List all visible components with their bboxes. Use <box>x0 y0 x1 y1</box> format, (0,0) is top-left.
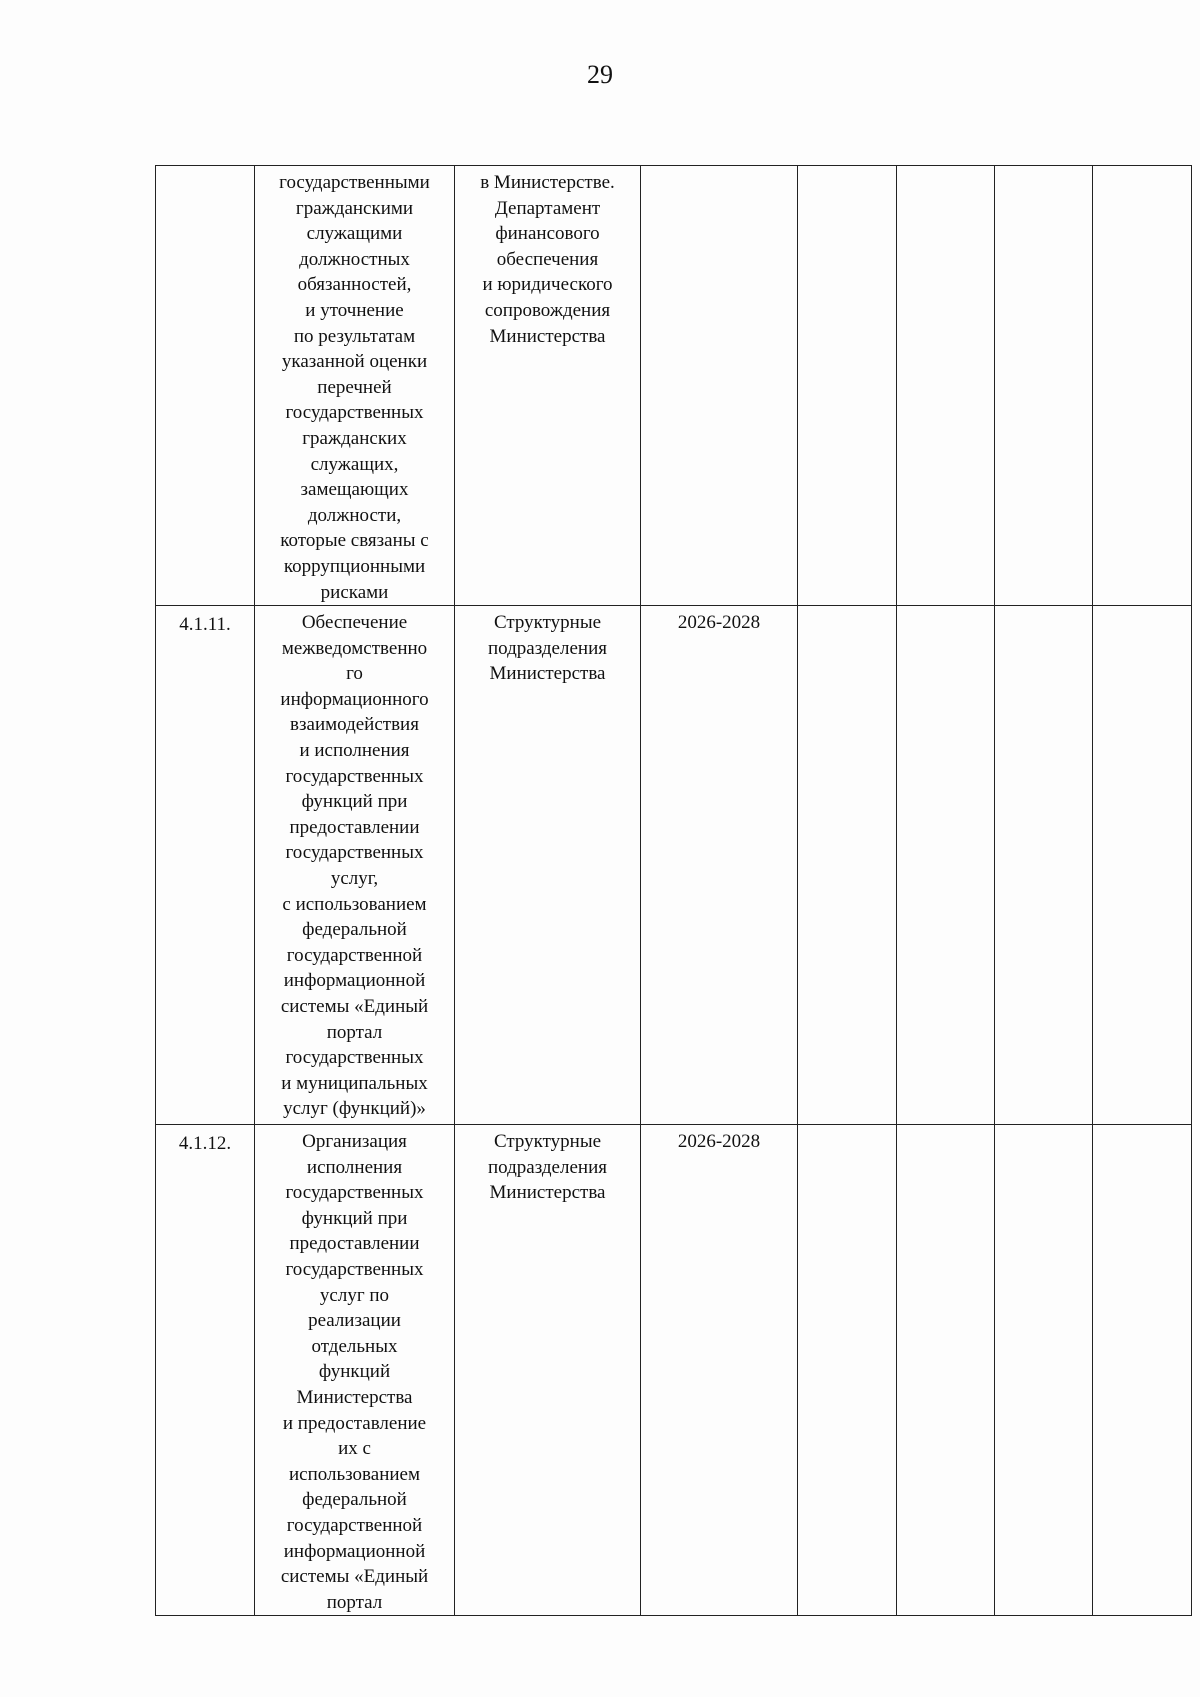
empty-cell <box>995 166 1093 606</box>
empty-cell <box>798 1125 897 1616</box>
measure-description-line: государственных <box>285 842 424 864</box>
table-row <box>156 166 1192 606</box>
responsible-executor-line: подразделения <box>488 637 607 659</box>
responsible-executor-line: и юридического <box>482 274 613 296</box>
measure-description-line: системы «Единый <box>280 996 429 1017</box>
measure-description-line: рисками <box>320 581 389 603</box>
measure-description-line: с использованием <box>282 893 427 915</box>
measure-description-line: системы «Единый <box>280 1566 429 1588</box>
measure-description-line: должностных <box>299 248 410 270</box>
measure-description-line: и исполнения <box>299 740 410 762</box>
measure-description-line: обязанностей, <box>297 274 412 296</box>
empty-cell <box>897 1125 995 1616</box>
responsible-executor-line: сопровождения <box>484 299 611 321</box>
measure-description-line: портал <box>326 1021 383 1043</box>
measure-description-line: предоставлении <box>289 816 420 838</box>
empty-cell <box>798 606 897 1125</box>
responsible-executor-line: Министерства <box>489 325 606 347</box>
measure-description-line: взаимодействия <box>290 714 419 736</box>
responsible-executor-line: Министерства <box>489 1182 606 1204</box>
measure-description-line: информационной <box>283 1540 426 1562</box>
measure-description-line: служащих, <box>310 453 399 475</box>
empty-cell <box>995 606 1093 1125</box>
measure-number: 4.1.12. <box>156 1125 255 1616</box>
execution-period <box>641 166 798 606</box>
measure-description-line: государственной <box>286 944 423 966</box>
measure-description-line: федеральной <box>302 1489 407 1511</box>
measure-description-line: по результатам <box>293 325 416 347</box>
measure-description-line: информационного <box>280 688 429 710</box>
measure-description-line: государственных <box>285 765 424 787</box>
responsible-executor-line: обеспечения <box>496 248 599 270</box>
empty-cell <box>1093 1125 1192 1616</box>
measure-description-line: и предоставление <box>282 1412 427 1434</box>
empty-cell <box>995 1125 1093 1616</box>
measure-description-line: услуг по <box>319 1284 390 1306</box>
responsible-executor-line: Структурные <box>493 1131 602 1153</box>
table-row <box>156 1125 1192 1616</box>
measure-description-line: функций <box>318 1361 391 1383</box>
responsible-executor-line: в Министерстве. <box>480 172 615 193</box>
measure-description-line: государственной <box>286 1515 423 1536</box>
responsible-executor-line: подразделения <box>488 1156 607 1178</box>
measure-description-line: использованием <box>288 1463 420 1485</box>
responsible-executor-line: финансового <box>495 223 600 245</box>
measure-description-line: гражданскими <box>295 197 414 219</box>
measure-description-line: указанной оценки <box>281 351 428 373</box>
measure-description-line: замещающих <box>300 479 409 501</box>
measure-description-line: реализации <box>308 1310 401 1332</box>
measure-description-line: услуг, <box>330 868 379 890</box>
page-number: 29 <box>587 60 613 89</box>
measure-description-line: и уточнение <box>305 299 404 321</box>
measure-description-line: предоставлении <box>289 1233 420 1255</box>
empty-cell <box>798 166 897 606</box>
measure-description-line: Организация <box>302 1131 407 1153</box>
measure-description-line: служащими <box>306 223 403 245</box>
empty-cell <box>1093 166 1192 606</box>
measure-description-line: отдельных <box>311 1335 398 1357</box>
table-row <box>156 606 1192 1125</box>
measure-description-line: федеральной <box>302 919 407 941</box>
measure-description-line: информационной <box>283 970 426 992</box>
responsible-executor <box>455 606 641 1125</box>
measure-description-line: гражданских <box>302 427 407 449</box>
measure-description-line: и муниципальных <box>281 1072 428 1094</box>
measure-description-line: перечней <box>317 376 392 398</box>
measure-description-line: межведомственно <box>281 637 428 659</box>
measure-description <box>255 1125 455 1616</box>
measure-number <box>156 166 255 606</box>
measure-description-line: услуг (функций)» <box>283 1098 426 1120</box>
measure-description-line: их с <box>338 1438 371 1460</box>
measure-description-line: государственных <box>285 1047 424 1069</box>
measure-description <box>255 606 455 1125</box>
measure-description-line: портал <box>326 1591 383 1613</box>
measure-description-line: функций при <box>301 791 408 813</box>
measure-description-line: Обеспечение <box>301 612 408 634</box>
empty-cell <box>1093 606 1192 1125</box>
execution-period: 2026-2028 <box>641 1125 798 1616</box>
execution-period: 2026-2028 <box>641 606 798 1125</box>
empty-cell <box>897 166 995 606</box>
responsible-executor <box>455 1125 641 1616</box>
measure-description-line: государственных <box>285 1182 424 1204</box>
measures-table <box>155 165 1192 1616</box>
responsible-executor-line: Министерства <box>489 663 606 685</box>
responsible-executor-line: Структурные <box>493 612 602 634</box>
measure-description-line: государственных <box>285 1259 424 1281</box>
responsible-executor-line: Департамент <box>494 197 601 219</box>
measure-description-line: государственными <box>279 172 430 193</box>
responsible-executor <box>455 166 641 606</box>
measure-description-line: коррупционными <box>283 555 426 577</box>
measure-description-line: государственных <box>285 402 424 424</box>
measure-description-line: Министерства <box>296 1387 413 1409</box>
measure-description-line: функций при <box>301 1207 408 1229</box>
measure-description-line: исполнения <box>306 1156 403 1178</box>
measure-description-line: которые связаны с <box>280 530 429 552</box>
measure-number: 4.1.11. <box>156 606 255 1125</box>
empty-cell <box>897 606 995 1125</box>
measure-description <box>255 166 455 606</box>
measure-description-line: го <box>346 663 363 685</box>
measure-description-line: должности, <box>307 504 402 526</box>
